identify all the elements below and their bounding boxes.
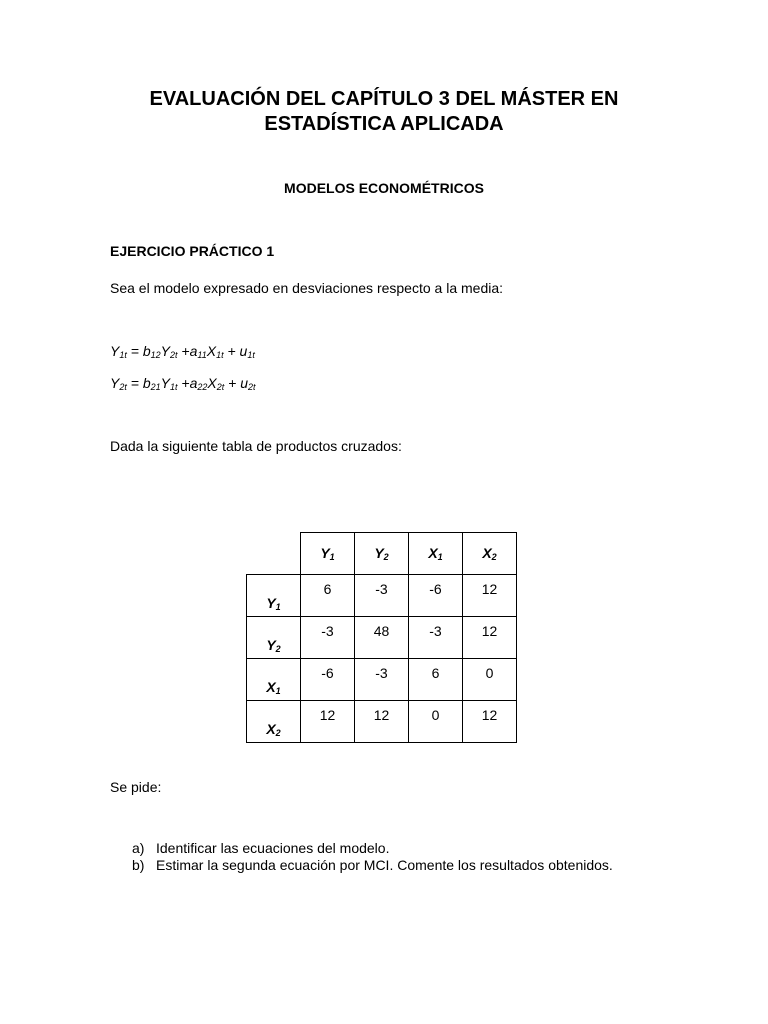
document-title-line-1: EVALUACIÓN DEL CAPÍTULO 3 DEL MÁSTER EN bbox=[149, 88, 619, 110]
row-header-x1: $X_1$ bbox=[247, 659, 301, 701]
table-cell: 0 bbox=[409, 701, 463, 743]
list-item bbox=[132, 840, 613, 857]
column-header-y2: $Y_2$ bbox=[355, 533, 409, 575]
list-marker: a) bbox=[132, 840, 145, 856]
list-marker: b) bbox=[132, 857, 145, 873]
equation-2: $Y_{2t} = b_{21}Y_{1t} +a_{22}X_{2t} + u_{2t}$ bbox=[110, 375, 256, 392]
table-cell: -3 bbox=[409, 617, 463, 659]
table-row bbox=[247, 659, 517, 701]
table-cell: 12 bbox=[463, 575, 517, 617]
table-corner-cell bbox=[247, 533, 301, 575]
column-header-x2: $X_2$ bbox=[463, 533, 517, 575]
table-cell: 12 bbox=[463, 617, 517, 659]
table-cell: 48 bbox=[355, 617, 409, 659]
equation-1: $Y_{1t} = b_{12}Y_{2t} +a_{11}X_{1t} + u_{1t}$ bbox=[110, 343, 255, 360]
row-header-y1: $Y_1$ bbox=[247, 575, 301, 617]
column-header-y1: $Y_1$ bbox=[301, 533, 355, 575]
table-row bbox=[247, 617, 517, 659]
table-cell: 6 bbox=[409, 659, 463, 701]
document-title-line-2: ESTADÍSTICA APLICADA bbox=[264, 113, 504, 135]
table-cell: 12 bbox=[355, 701, 409, 743]
row-header-x2: $X_2$ bbox=[247, 701, 301, 743]
list-item bbox=[132, 857, 613, 874]
column-header-x1: $X_1$ bbox=[409, 533, 463, 575]
table-cell: 0 bbox=[463, 659, 517, 701]
table-cell: -6 bbox=[409, 575, 463, 617]
model-intro-text: Sea el modelo expresado en desviaciones respecto a la media: bbox=[110, 280, 504, 296]
table-header-row bbox=[247, 533, 517, 575]
task-list bbox=[132, 840, 613, 874]
table-cell: 6 bbox=[301, 575, 355, 617]
ask-text: Se pide: bbox=[110, 779, 162, 795]
table-row bbox=[247, 575, 517, 617]
table-cell: 12 bbox=[463, 701, 517, 743]
table-cell: -6 bbox=[301, 659, 355, 701]
table-intro-text: Dada la siguiente tabla de productos cruzados: bbox=[110, 438, 402, 454]
table-row bbox=[247, 701, 517, 743]
list-item-text: Estimar la segunda ecuación por MCI. Comente los resultados obtenidos. bbox=[156, 857, 613, 873]
document-subtitle: MODELOS ECONOMÉTRICOS bbox=[284, 180, 484, 196]
table-cell: -3 bbox=[355, 575, 409, 617]
table-cell: -3 bbox=[301, 617, 355, 659]
row-header-y2: $Y_2$ bbox=[247, 617, 301, 659]
list-item-text: Identificar las ecuaciones del modelo. bbox=[156, 840, 390, 856]
table-cell: 12 bbox=[301, 701, 355, 743]
exercise-heading: EJERCICIO PRÁCTICO 1 bbox=[110, 243, 275, 259]
cross-products-table bbox=[246, 532, 517, 743]
table-cell: -3 bbox=[355, 659, 409, 701]
